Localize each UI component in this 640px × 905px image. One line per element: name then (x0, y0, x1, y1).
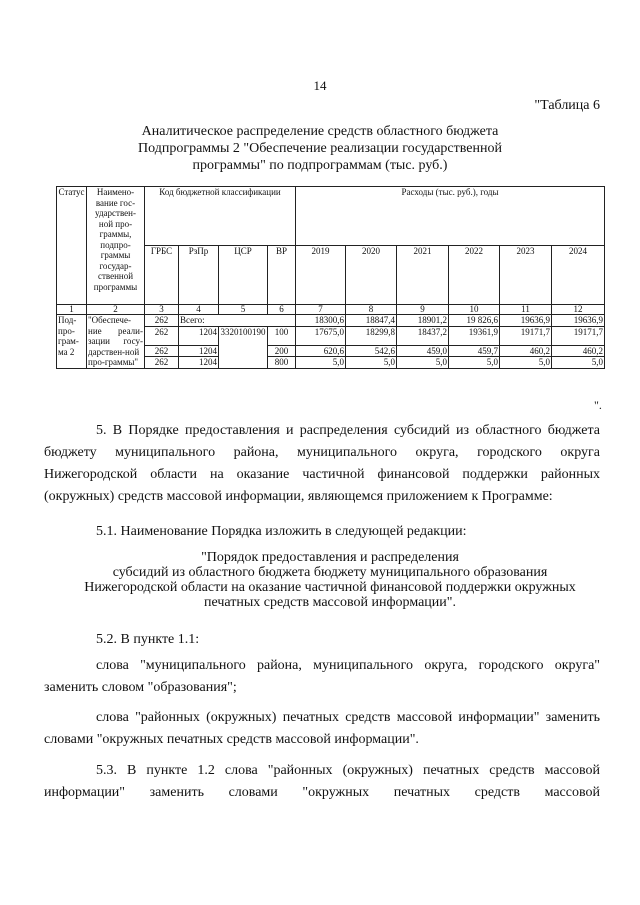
quote-line-3: Нижегородской области на оказание частичной финансовой поддержки окружных (84, 580, 576, 595)
vr-cell: 100 (268, 326, 296, 345)
header-grbs: ГРБС (145, 246, 179, 305)
vr-cell: 200 (268, 345, 296, 357)
grbs-cell: 262 (145, 357, 179, 369)
paragraph-5-1: 5.1. Наименование Порядка изложить в следующей редакции: (96, 524, 467, 539)
order-title-quote (60, 550, 600, 610)
quote-line-2: субсидий из областного бюджета бюджету муниципального образования (112, 565, 548, 580)
paragraph-5-3: 5.3. В пункте 1.2 слова "районных (окружных) печатных средств массовой информации" заменить словами "окружных печатных средств массовой (44, 763, 600, 800)
value-cell: 542,6 (346, 345, 397, 357)
grbs-cell: 262 (145, 315, 179, 327)
col-num: 7 (296, 305, 346, 315)
header-year-2020: 2020 (346, 246, 397, 305)
col-num: 3 (145, 305, 179, 315)
header-code-group: Код бюджетной классификации (145, 187, 296, 246)
quote-line-4: печатных средств массовой информации". (204, 595, 456, 610)
col-num: 5 (219, 305, 268, 315)
budget-table (56, 186, 605, 369)
col-num: 4 (179, 305, 219, 315)
paragraph-5-2-a: слова "муниципального района, муниципального округа, городского округа" заменить словом "образования"; (44, 658, 600, 695)
table-title-line-1: Аналитическое распределение средств областного бюджета (141, 124, 499, 139)
program-name-cell: "Обеспече-ние реали-зации госу-дарствен-ной про-граммы" (88, 315, 143, 367)
header-year-2024: 2024 (552, 246, 605, 305)
grbs-cell: 262 (145, 345, 179, 357)
table-title-line-3: программы" по подпрограммам (тыс. руб.) (192, 158, 448, 173)
value-cell: 460,2 (552, 345, 605, 357)
value-cell: 5,0 (397, 357, 449, 369)
value-cell: 5,0 (500, 357, 552, 369)
value-cell: 5,0 (449, 357, 500, 369)
header-year-2022: 2022 (449, 246, 500, 305)
value-cell: 18901,2 (397, 315, 449, 327)
header-name: Наимено-вание гос-ударствен-ной про-граммы, подпро-граммы государ-ственной программы (87, 187, 145, 305)
col-num: 12 (552, 305, 605, 315)
value-cell: 18437,2 (397, 326, 449, 345)
value-cell: 5,0 (552, 357, 605, 369)
value-cell: 19 826,6 (449, 315, 500, 327)
col-num: 9 (397, 305, 449, 315)
header-vr: ВР (268, 246, 296, 305)
header-year-2019: 2019 (296, 246, 346, 305)
rzpr-cell: 1204 (179, 326, 219, 345)
grbs-cell: 262 (145, 326, 179, 345)
value-cell: 19361,9 (449, 326, 500, 345)
header-rzpr: РзПр (179, 246, 219, 305)
table-reference: "Таблица 6 (534, 98, 600, 113)
value-cell: 18847,4 (346, 315, 397, 327)
table-title-line-2: Подпрограммы 2 "Обеспечение реализации государственной (138, 141, 502, 156)
col-num: 11 (500, 305, 552, 315)
header-expenses-group: Расходы (тыс. руб.), годы (296, 187, 605, 246)
table-closing-quote: ". (594, 398, 602, 412)
col-num: 8 (346, 305, 397, 315)
quote-line-1: "Порядок предоставления и распределения (201, 550, 459, 565)
value-cell: 5,0 (296, 357, 346, 369)
page-number: 14 (313, 78, 327, 93)
col-num: 10 (449, 305, 500, 315)
value-cell: 459,0 (397, 345, 449, 357)
value-cell: 459,7 (449, 345, 500, 357)
header-csr: ЦСР (219, 246, 268, 305)
value-cell: 18300,6 (296, 315, 346, 327)
value-cell: 620,6 (296, 345, 346, 357)
rzpr-cell: 1204 (179, 345, 219, 357)
status-cell: Под-про-грам-ма 2 (57, 315, 87, 369)
table-row (57, 315, 605, 327)
vr-cell: 800 (268, 357, 296, 369)
value-cell: 17675,0 (296, 326, 346, 345)
value-cell: 460,2 (500, 345, 552, 357)
value-cell: 19171,7 (552, 326, 605, 345)
header-year-2023: 2023 (500, 246, 552, 305)
value-cell: 19171,7 (500, 326, 552, 345)
col-num: 6 (268, 305, 296, 315)
value-cell: 18299,8 (346, 326, 397, 345)
value-cell: 5,0 (346, 357, 397, 369)
paragraph-5: 5. В Порядке предоставления и распределения субсидий из областного бюджета бюджету муниципального района, муниципального округа, городского округа Нижегородской области на оказание частичной финансовой поддержки районных (окружных) средств массовой информации, являющемся приложением к Программе: (44, 423, 600, 504)
col-num: 1 (57, 305, 87, 315)
column-number-row (57, 305, 605, 315)
header-year-2021: 2021 (397, 246, 449, 305)
header-status: Статус (57, 187, 87, 305)
table-header-row (57, 187, 605, 246)
value-cell: 19636,9 (552, 315, 605, 327)
value-cell: 19636,9 (500, 315, 552, 327)
table-title (0, 123, 640, 174)
col-num: 2 (87, 305, 145, 315)
csr-cell: 3320100190 (219, 326, 268, 368)
total-label-cell: Всего: (179, 315, 296, 327)
paragraph-5-2: 5.2. В пункте 1.1: (96, 632, 200, 647)
rzpr-cell: 1204 (179, 357, 219, 369)
paragraph-5-2-b: слова "районных (окружных) печатных средств массовой информации" заменить словами "окружных печатных средств массовой информации". (44, 710, 600, 747)
